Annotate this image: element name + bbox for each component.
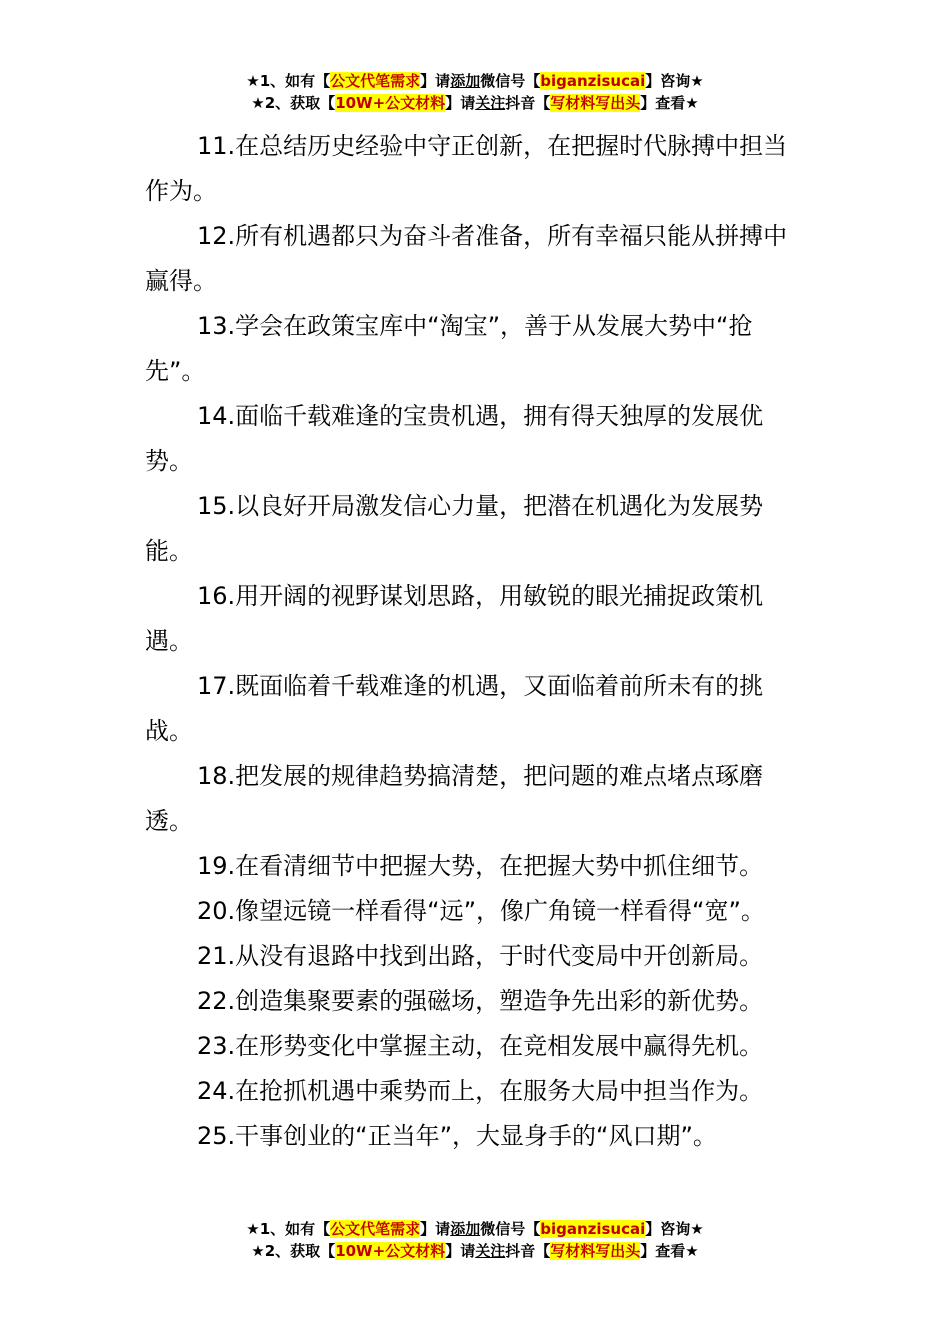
item-text: 在看清细节中把握大势，在把握大势中抓住细节。: [235, 852, 764, 880]
list-item: [145, 1114, 805, 1159]
header-line-2: [0, 92, 950, 114]
banner-text: 】请: [420, 72, 451, 90]
item-number: 12.: [197, 222, 236, 250]
item-text: 在抢抓机遇中乘势而上，在服务大局中担当作为。: [235, 1077, 764, 1105]
item-text: 像望远镜一样看得“远”，像广角镜一样看得“宽”。: [235, 897, 765, 925]
banner-text: ★2、获取【: [251, 94, 336, 112]
list-item: [145, 1024, 805, 1069]
item-number: 16.: [197, 582, 236, 610]
list-item: [145, 304, 805, 394]
list-item: [145, 1069, 805, 1114]
banner-highlight: 10W+公文材料: [335, 1242, 446, 1260]
banner-text: ★1、如有【: [246, 1220, 331, 1238]
header-line-1: [0, 70, 950, 92]
item-number: 13.: [197, 312, 236, 340]
banner-text: 】请: [445, 94, 476, 112]
item-text: 创造集聚要素的强磁场，塑造争先出彩的新优势。: [235, 987, 764, 1015]
item-text: 从没有退路中找到出路，于时代变局中开创新局。: [235, 942, 764, 970]
list-item: [145, 124, 805, 214]
item-number: 25.: [197, 1122, 236, 1150]
item-number: 19.: [197, 852, 236, 880]
item-text: 干事创业的“正当年”，大显身手的“风口期”。: [235, 1122, 717, 1150]
item-text: 在总结历史经验中守正创新，在把握时代脉搏中担当作为。: [145, 132, 788, 205]
item-list: [145, 124, 805, 1159]
list-item: [145, 844, 805, 889]
banner-text: 】请: [445, 1242, 476, 1260]
banner-text: 】查看★: [640, 1242, 699, 1260]
banner-text: 微信号【: [480, 1220, 541, 1238]
banner-underline: 添加: [450, 72, 481, 90]
item-number: 11.: [197, 132, 236, 160]
item-number: 24.: [197, 1077, 236, 1105]
banner-text: ★2、获取【: [251, 1242, 336, 1260]
item-number: 20.: [197, 897, 236, 925]
banner-underline: 关注: [475, 1242, 506, 1260]
banner-text: 】请: [420, 1220, 451, 1238]
item-number: 23.: [197, 1032, 236, 1060]
list-item: [145, 664, 805, 754]
banner-text: 】查看★: [640, 94, 699, 112]
item-text: 用开阔的视野谋划思路，用敏锐的眼光捕捉政策机遇。: [145, 582, 764, 655]
item-number: 21.: [197, 942, 236, 970]
item-number: 22.: [197, 987, 236, 1015]
item-number: 18.: [197, 762, 236, 790]
banner-text: 抖音【: [505, 94, 551, 112]
list-item: [145, 754, 805, 844]
footer-line-1: [0, 1218, 950, 1240]
item-number: 17.: [197, 672, 236, 700]
header-banner: [0, 70, 950, 114]
item-text: 既面临着千载难逢的机遇，又面临着前所未有的挑战。: [145, 672, 764, 745]
item-text: 以良好开局激发信心力量，把潜在机遇化为发展势能。: [145, 492, 764, 565]
banner-highlight: 公文代笔需求: [330, 1220, 421, 1238]
banner-text: ★1、如有【: [246, 72, 331, 90]
banner-underline: 添加: [450, 1220, 481, 1238]
list-item: [145, 574, 805, 664]
item-text: 面临千载难逢的宝贵机遇，拥有得天独厚的发展优势。: [145, 402, 764, 475]
item-text: 在形势变化中掌握主动，在竞相发展中赢得先机。: [235, 1032, 764, 1060]
banner-highlight: biganzisucai: [540, 1220, 646, 1238]
banner-highlight: 写材料写出头: [550, 94, 641, 112]
list-item: [145, 889, 805, 934]
footer-banner: [0, 1218, 950, 1262]
banner-highlight: 写材料写出头: [550, 1242, 641, 1260]
item-text: 把发展的规律趋势搞清楚，把问题的难点堵点琢磨透。: [145, 762, 764, 835]
banner-text: 】咨询★: [645, 1220, 704, 1238]
list-item: [145, 979, 805, 1024]
banner-highlight: biganzisucai: [540, 72, 646, 90]
item-text: 学会在政策宝库中“淘宝”，善于从发展大势中“抢先”。: [145, 312, 753, 385]
banner-highlight: 公文代笔需求: [330, 72, 421, 90]
list-item: [145, 214, 805, 304]
item-number: 14.: [197, 402, 236, 430]
banner-text: 抖音【: [505, 1242, 551, 1260]
banner-text: 】咨询★: [645, 72, 704, 90]
banner-underline: 关注: [475, 94, 506, 112]
list-item: [145, 484, 805, 574]
banner-highlight: 10W+公文材料: [335, 94, 446, 112]
list-item: [145, 394, 805, 484]
banner-text: 微信号【: [480, 72, 541, 90]
item-number: 15.: [197, 492, 236, 520]
footer-line-2: [0, 1240, 950, 1262]
item-text: 所有机遇都只为奋斗者准备，所有幸福只能从拼搏中赢得。: [145, 222, 788, 295]
list-item: [145, 934, 805, 979]
